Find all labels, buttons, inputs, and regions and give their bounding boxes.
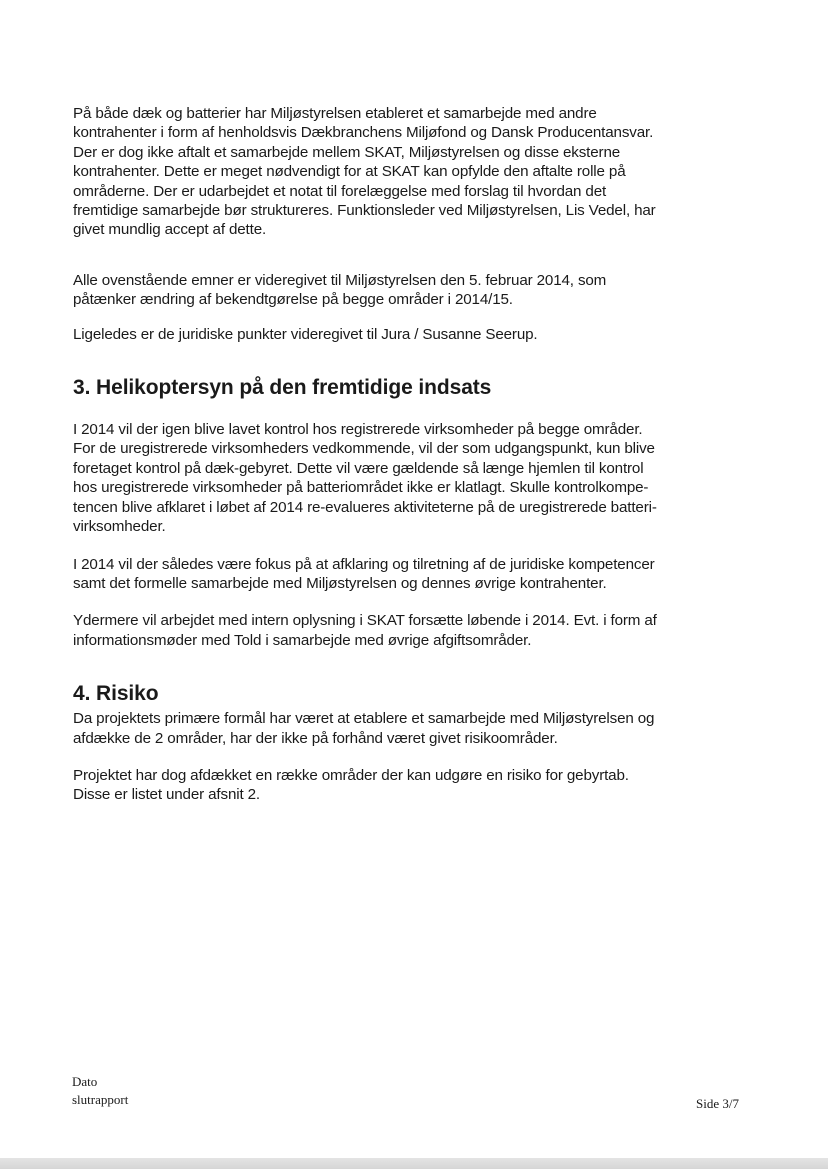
- footer-document-label: Dato slutrapport: [72, 1074, 129, 1107]
- section-3-heading: 3. Helikoptersyn på den fremtidige indsats: [73, 376, 492, 400]
- section-4-paragraph-2: Projektet har dog afdækket en række områder der kan udgøre en risiko for gebyrtab. Disse er listet under afsnit 2.: [73, 766, 629, 804]
- footer-page-number: Side 3/7: [696, 1096, 739, 1111]
- intro-paragraph-3: Ligeledes er de juridiske punkter videregivet til Jura / Susanne Seerup.: [73, 325, 538, 343]
- section-3-paragraph-2: I 2014 vil der således være fokus på at afklaring og tilretning af de juridiske kompetencer samt det formelle samarbejde med Miljøstyrelsen og dennes øvrige kontrahenter.: [73, 555, 655, 592]
- section-3-paragraph-3: Ydermere vil arbejdet med intern oplysning i SKAT forsætte løbende i 2014. Evt. i form af informationsmøder med Told i samarbejde med øvrige afgiftsområder.: [73, 612, 657, 649]
- intro-paragraph-2: Alle ovenstående emner er videregivet til Miljøstyrelsen den 5. februar 2014, som påtænker ændring af bekendtgørelse på begge områder i 2014/15.: [73, 271, 607, 309]
- scan-edge: [0, 1158, 828, 1169]
- section-3-paragraph-1: I 2014 vil der igen blive lavet kontrol hos registrerede virksomheder på begge områder. For de uregistrerede virksomheders vedkommende, vil der som udgangspunkt, kun blive foretaget kontrol på dæk-gebyret. Dette vil være gældende så længe hjemlen til kontrol hos uregistrerede virksomheder på batteriområdet ikke er klatlagt. Skulle kontrolkompe- tencen blive afklaret i løbet af 2014 re-evalueres aktiviteterne på de uregistrerede batteri- virksomheder.: [73, 421, 657, 536]
- page-body: [73, 104, 743, 805]
- section-4-paragraph-1: Da projektets primære formål har været at etablere et samarbejde med Miljøstyrelsen og afdække de 2 områder, har der ikke på forhånd været givet risikoområder.: [73, 710, 655, 747]
- intro-paragraph-1: På både dæk og batterier har Miljøstyrelsen etableret et samarbejde med andre kontrahenter i form af henholdsvis Dækbranchens Miljøfond og Dansk Producentansvar. Der er dog ikke aftalt et samarbejde mellem SKAT, Miljøstyrelsen og disse eksterne kontrahenter. Dette er meget nødvendigt for at SKAT kan opfylde den aftalte rolle på områderne. Der er udarbejdet et notat til forelæggelse med forslag til hvordan det fremtidige samarbejde bør struktureres. Funktionsleder ved Miljøstyrelsen, Lis Vedel, har givet mundlig accept af dette.: [73, 105, 656, 239]
- section-4-heading: 4. Risiko: [73, 682, 159, 706]
